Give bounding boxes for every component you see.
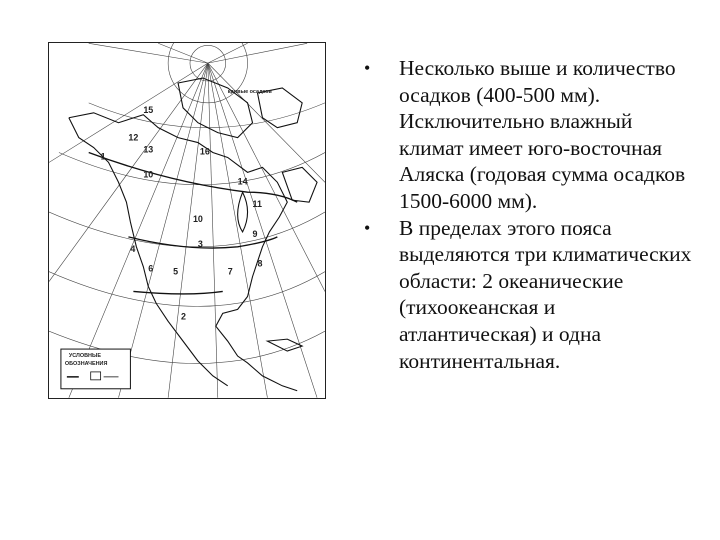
- bullet-dot: •: [364, 58, 371, 78]
- bullet-list: [364, 55, 694, 374]
- graticule: [49, 43, 325, 398]
- region-number: 5: [173, 266, 179, 277]
- region-number: 14: [237, 176, 248, 187]
- region-number: 9: [252, 228, 258, 239]
- bullet-item: [364, 55, 694, 215]
- legend-title-line2: ОБОЗНАЧЕНИЯ: [64, 360, 108, 367]
- bullet-text: Несколько выше и количество осадков (400-500 мм). Исключительно влажный климат имеет юго-восточная Аляска (годовая сумма осадков 1500-6000 мм).: [399, 56, 686, 213]
- region-number: 8: [257, 258, 263, 269]
- region-number: 11: [252, 199, 262, 210]
- region-number: 2: [181, 311, 187, 322]
- region-number: 7: [227, 266, 233, 277]
- region-number: 10: [192, 213, 203, 224]
- climate-map-figure: [48, 42, 326, 399]
- region-number: 13: [143, 144, 154, 155]
- slide-text-column: [364, 55, 694, 374]
- region-number: 4: [130, 243, 136, 254]
- region-number: 3: [197, 238, 203, 249]
- bullet-text: В пределах этого пояса выделяются три климатических области: 2 океанические (тихоокеанская и атлантическая) и одна континентальная.: [399, 215, 692, 373]
- legend-title-line1: УСЛОВНЫЕ: [68, 353, 101, 360]
- bullet-item: [364, 215, 694, 375]
- north-america-climate-map-icon: [49, 43, 325, 398]
- region-number: 15: [143, 104, 154, 115]
- map-legend: [61, 349, 130, 389]
- map-corner-label: кривые осадков: [227, 88, 272, 95]
- coastline: [69, 78, 317, 391]
- region-number: 10: [143, 169, 154, 180]
- region-number: 16: [199, 146, 210, 157]
- bullet-dot: •: [364, 217, 371, 238]
- region-number: 6: [148, 263, 154, 274]
- region-number: 12: [128, 132, 139, 143]
- region-number: 1: [100, 151, 106, 162]
